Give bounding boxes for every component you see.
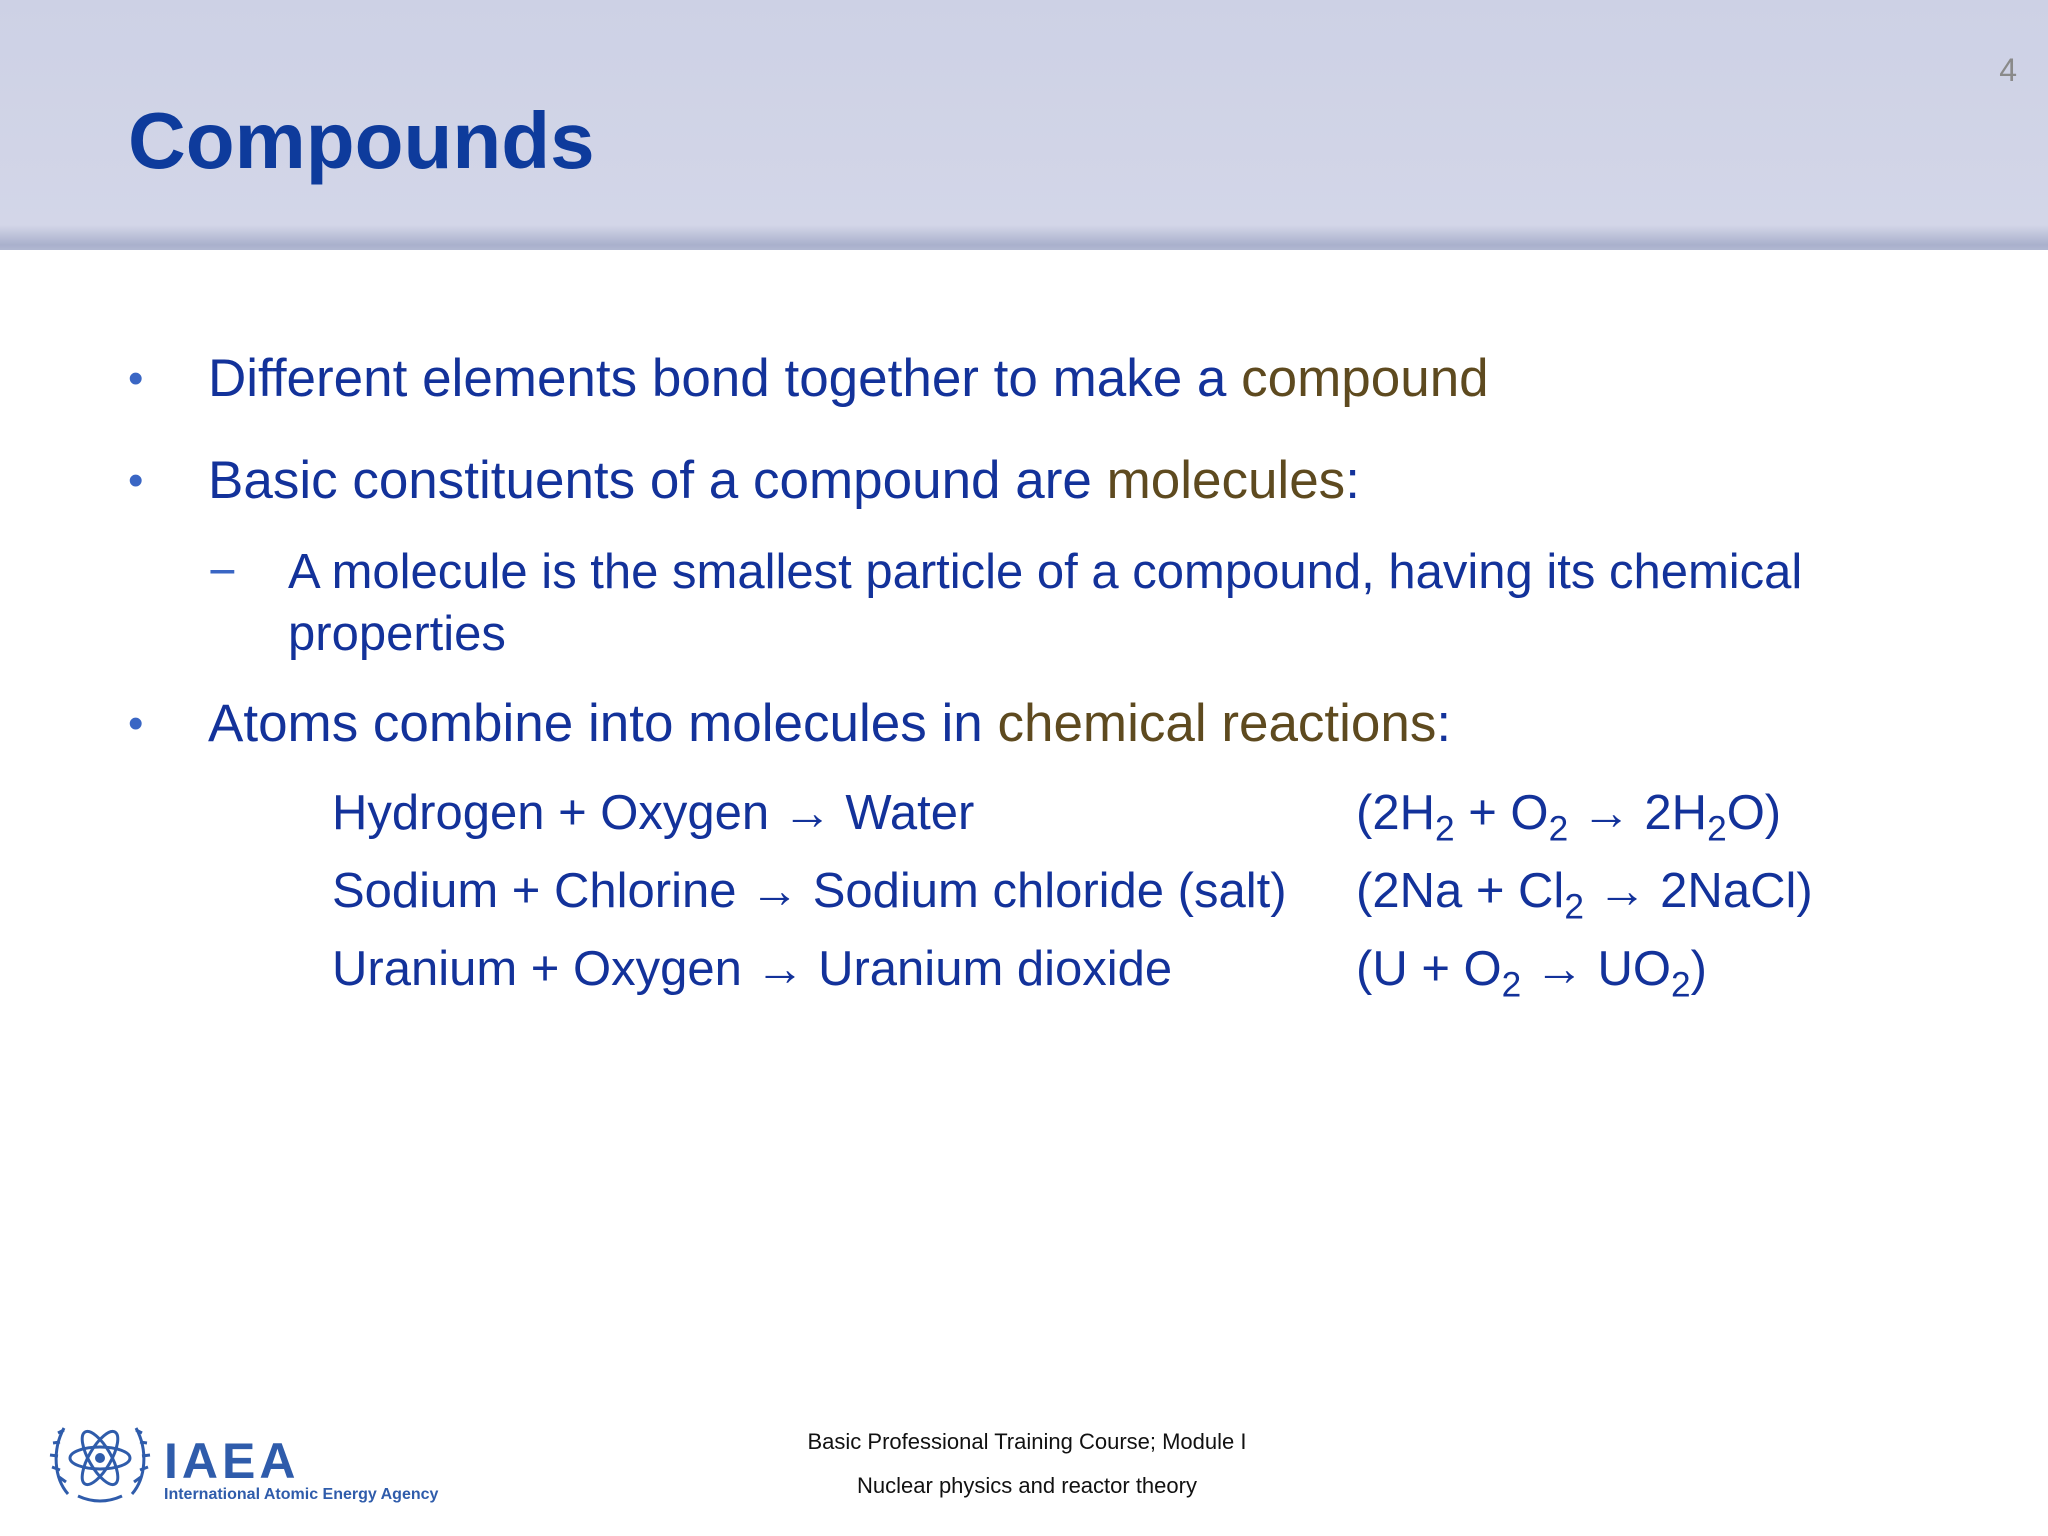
keyword-chemical-reactions: chemical reactions [997,694,1437,753]
bullet-text: Different elements bond together to make a compound [208,349,1489,408]
bullet-item [128,450,1360,512]
bullet-item [128,693,1451,755]
sub-bullet-item [208,541,1928,665]
reaction-formula: $(2H_2 + O_2 \to 2H_2O)$ [1356,786,1782,849]
bullet-icon: • [128,354,144,403]
bullet-icon: • [128,699,144,748]
keyword-molecules: molecules [1106,451,1346,510]
logo-acronym: IAEA [164,1433,300,1489]
bullet-item [128,348,1489,410]
reaction-words: Sodium + Chlorine → Sodium chloride (salt) [332,864,1287,918]
dash-icon: − [208,545,237,599]
iaea-logo [48,1410,458,1510]
reaction-words: Hydrogen + Oxygen → Water [332,786,975,840]
slide-title: Compounds [128,96,595,185]
bullet-text: Basic constituents of a compound are molecules: [208,451,1360,510]
logo-full-name: International Atomic Energy Agency [164,1486,439,1503]
reaction-formula: $(U + O_2 \to UO_2)$ [1356,942,1707,1005]
bullet-text: Atoms combine into molecules in chemical reactions: [208,694,1452,753]
reaction-words: Uranium + Oxygen → Uranium dioxide [332,942,1173,996]
un-atom-emblem-icon [48,1410,152,1506]
sub-bullet-text: A molecule is the smallest particle of a compound, having its chemical properties [288,545,1803,661]
reaction-formula: ($2Na + Cl_2$ → 2NaCl) [1356,864,1813,927]
footer-course: Basic Professional Training Course; Module I [807,1429,1247,1454]
page-number: 4 [1999,52,2017,88]
keyword-compound: compound [1241,349,1489,408]
bullet-icon: • [128,456,144,505]
footer-module: Nuclear physics and reactor theory [857,1473,1197,1498]
